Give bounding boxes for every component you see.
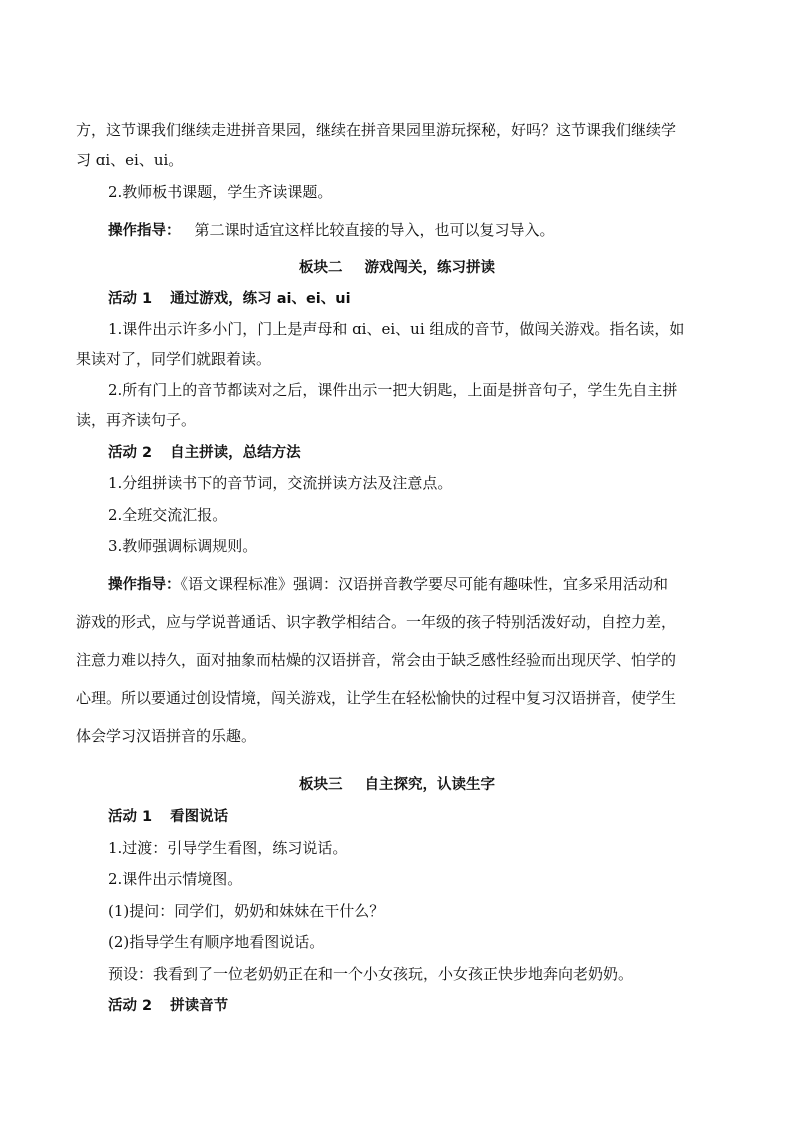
section-heading-text: 游戏闯关，练习拼读 (364, 260, 495, 276)
activity-title: 通过游戏，练习 ai、ei、ui (170, 291, 351, 307)
paragraph-line: 1.过渡：引导学生看图，练习说话。 (108, 839, 348, 857)
section-heading-text: 自主探究，认读生字 (364, 777, 495, 793)
section-heading-label: 板块三 (299, 777, 343, 793)
paragraph-line: 2.课件出示情境图。 (108, 870, 243, 888)
activity-heading (108, 806, 228, 827)
paragraph-line: 2.全班交流汇报。 (108, 506, 228, 524)
operation-guide-label: 操作指导： (108, 223, 181, 239)
paragraph-line: 读，再齐读句子。 (76, 411, 197, 429)
paragraph-line: 3.教师强调标调规则。 (108, 537, 258, 555)
paragraph-line: 注意力难以持久，面对抽象而枯燥的汉语拼音，常会由于缺乏感性经验而出现厌学、怕学的 (76, 651, 677, 669)
activity-heading (108, 995, 228, 1016)
operation-guide-text: 《语文课程标准》强调：汉语拼音教学要尽可能有趣味性，宜多采用活动和 (180, 575, 669, 593)
paragraph-line: (2)指导学生有顺序地看图说话。 (108, 933, 325, 951)
activity-label: 活动 2 (108, 445, 153, 461)
activity-title: 自主拼读，总结方法 (170, 445, 301, 461)
paragraph-line: 心理。所以要通过创设情境，闯关游戏，让学生在轻松愉快的过程中复习汉语拼音，使学生 (76, 689, 677, 707)
operation-guide-text: 第二课时适宜这样比较直接的导入，也可以复习导入。 (194, 221, 555, 239)
operation-guide (108, 574, 668, 595)
paragraph-line: 体会学习汉语拼音的乐趣。 (76, 727, 257, 745)
section-heading (0, 258, 794, 278)
activity-heading (108, 288, 351, 309)
operation-guide (108, 220, 555, 241)
paragraph-line: 习 ɑi、ei、ui。 (76, 151, 184, 169)
activity-title: 拼读音节 (170, 998, 229, 1014)
operation-guide-label: 操作指导： (108, 577, 181, 593)
paragraph-line: (1)提问：同学们，奶奶和妹妹在干什么？ (108, 902, 385, 920)
paragraph-line: 游戏的形式，应与学说普通话、识字教学相结合。一年级的孩子特别活泼好动，自控力差， (76, 613, 677, 631)
paragraph-line: 果读对了，同学们就跟着读。 (76, 350, 272, 368)
activity-label: 活动 1 (108, 291, 153, 307)
paragraph-line: 方，这节课我们继续走进拼音果园，继续在拼音果园里游玩探秘，好吗？这节课我们继续学 (76, 121, 677, 139)
paragraph-line: 预设：我看到了一位老奶奶正在和一个小女孩玩，小女孩正快步地奔向老奶奶。 (108, 965, 634, 983)
paragraph-line: 1.课件出示许多小门，门上是声母和 ɑi、ei、ui 组成的音节，做闯关游戏。指名读，如 (108, 320, 685, 338)
paragraph-line: 2.教师板书课题，学生齐读课题。 (108, 183, 333, 201)
activity-heading (108, 442, 301, 463)
activity-label: 活动 2 (108, 998, 153, 1014)
section-heading (0, 775, 794, 795)
paragraph-line: 2.所有门上的音节都读对之后，课件出示一把大钥匙，上面是拼音句子，学生先自主拼 (108, 381, 678, 399)
activity-title: 看图说话 (170, 809, 229, 825)
activity-label: 活动 1 (108, 809, 153, 825)
paragraph-line: 1.分组拼读书下的音节词，交流拼读方法及注意点。 (108, 474, 453, 492)
section-heading-label: 板块二 (299, 260, 343, 276)
